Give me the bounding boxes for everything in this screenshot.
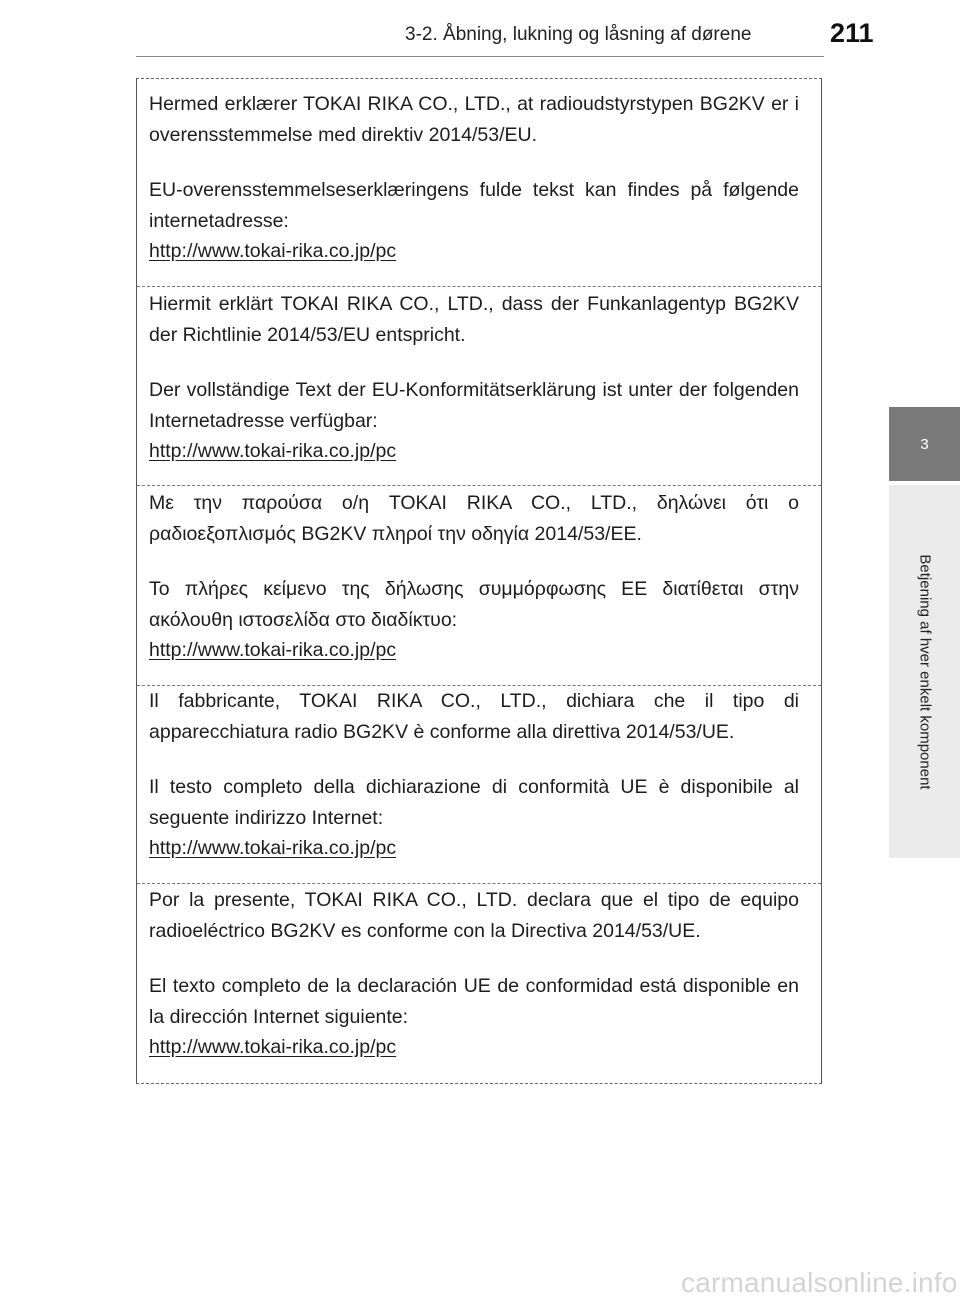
chapter-number: 3: [920, 435, 929, 453]
page-number: 211: [830, 18, 874, 48]
declaration-german: [149, 289, 799, 465]
declaration-url-link[interactable]: http://www.tokai-rika.co.jp/pc: [149, 639, 397, 661]
declaration-fulltext-note: Der vollständige Text der EU-Konformitätserklärung ist unter der folgenden Internetadresse verfügbar:: [149, 379, 799, 432]
chapter-tab[interactable]: [889, 407, 960, 481]
declaration-statement: Hiermit erklärt TOKAI RIKA CO., LTD., dass der Funkanlagentyp BG2KV der Richtlinie 2014/53/EU entspricht.: [149, 293, 799, 346]
declaration-url-link[interactable]: http://www.tokai-rika.co.jp/pc: [149, 837, 397, 859]
section-divider: [137, 883, 821, 884]
declaration-url-link[interactable]: http://www.tokai-rika.co.jp/pc: [149, 440, 397, 462]
declaration-fulltext-note: Il testo completo della dichiarazione di conformità UE è disponibile al seguente indirizzo Internet:: [149, 776, 799, 829]
declaration-fulltext-note: Το πλήρες κείμενο της δήλωσης συμμόρφωσης ΕΕ διατίθεται στην ακόλουθη ιστοσελίδα στο διαδίκτυο:: [149, 578, 799, 631]
declaration-spanish: [149, 885, 799, 1061]
chapter-label: Betjening af hver enkelt komponent: [916, 553, 933, 790]
section-divider: [137, 485, 821, 486]
declaration-greek: [149, 488, 799, 664]
declaration-statement: Por la presente, TOKAI RIKA CO., LTD. declara que el tipo de equipo radioeléctrico BG2KV es conforme con la Directiva 2014/53/UE.: [149, 889, 799, 942]
section-title: 3-2. Åbning, lukning og låsning af dørene: [405, 24, 752, 45]
declaration-italian: [149, 686, 799, 862]
section-divider: [137, 286, 821, 287]
declaration-statement: Με την παρούσα ο/η TOKAI RIKA CO., LTD., δηλώνει ότι ο ραδιοεξοπλισμός BG2KV πληροί την οδηγία 2014/53/ΕΕ.: [149, 492, 799, 545]
declaration-statement: Hermed erklærer TOKAI RIKA CO., LTD., at radioudstyrstypen BG2KV er i overensstemmelse med direktiv 2014/53/EU.: [149, 93, 799, 146]
chapter-side-strip: [889, 485, 960, 858]
declaration-danish: [149, 89, 799, 265]
declaration-fulltext-note: EU-overensstemmelseserklæringens fulde tekst kan findes på følgende internetadresse:: [149, 179, 799, 232]
header-divider: [136, 56, 824, 57]
declaration-statement: Il fabbricante, TOKAI RIKA CO., LTD., dichiara che il tipo di apparecchiatura radio BG2KV è conforme alla direttiva 2014/53/UE.: [149, 690, 799, 743]
declaration-url-link[interactable]: http://www.tokai-rika.co.jp/pc: [149, 240, 397, 262]
declaration-url-link[interactable]: http://www.tokai-rika.co.jp/pc: [149, 1036, 397, 1058]
site-watermark: carmanualsonline.info: [681, 1267, 958, 1298]
declaration-box: [136, 78, 822, 1084]
declaration-fulltext-note: El texto completo de la declaración UE de conformidad está disponible en la dirección Internet siguiente:: [149, 975, 799, 1028]
